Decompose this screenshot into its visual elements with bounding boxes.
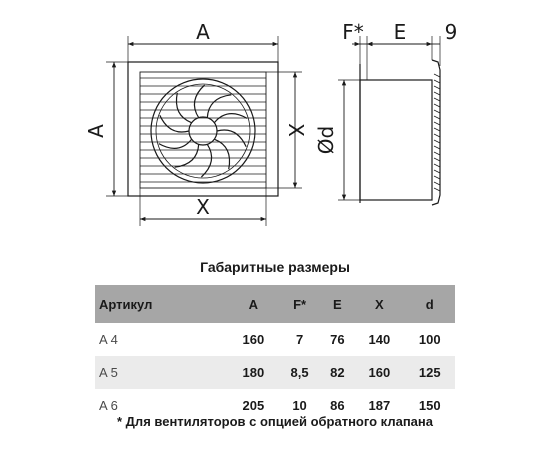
- cell-a: 205: [242, 398, 265, 413]
- grille-step: [434, 170, 440, 173]
- label-x-bottom: X: [196, 195, 210, 219]
- grille-step: [434, 152, 440, 155]
- grille-step: [434, 74, 440, 77]
- grille-step: [434, 182, 440, 185]
- grille-step: [434, 146, 440, 149]
- cell-d: 125: [405, 356, 455, 389]
- cell-a: 160: [242, 332, 265, 347]
- grille-step: [434, 176, 440, 179]
- side-view: [338, 36, 440, 205]
- grille-step: [434, 134, 440, 137]
- grille-step: [434, 80, 440, 83]
- grille-step: [434, 98, 440, 101]
- header-f: F*: [279, 285, 321, 323]
- dimensions-table: [95, 285, 455, 422]
- cell-model: A 6: [99, 398, 118, 413]
- header-x: X: [354, 285, 404, 323]
- grille-step: [434, 104, 440, 107]
- label-a-top: A: [196, 20, 210, 44]
- grille-step: [434, 128, 440, 131]
- grille-slats: [140, 78, 266, 182]
- impeller-blade: [159, 139, 192, 148]
- table-row: [95, 323, 455, 356]
- cell-d: 100: [418, 332, 441, 347]
- cell-x: 187: [368, 398, 391, 413]
- impeller-blade: [217, 130, 246, 147]
- grille-step: [434, 158, 440, 161]
- label-e: E: [393, 20, 407, 44]
- label-f: F*: [342, 20, 364, 44]
- cell-d: 150: [418, 398, 441, 413]
- cell-f: 8,5: [279, 356, 321, 389]
- header-d: d: [405, 285, 455, 323]
- cell-a: 180: [228, 356, 278, 389]
- label-a-left: A: [84, 124, 108, 138]
- table-row: [95, 356, 455, 389]
- label-diameter: Ød: [314, 125, 338, 155]
- fan-impeller: [151, 79, 255, 183]
- label-grille-depth: 9: [444, 20, 458, 44]
- header-a: A: [228, 285, 278, 323]
- grille-profile-steps: [434, 74, 440, 191]
- grille-inner-frame: [140, 72, 266, 188]
- impeller-blade: [214, 139, 229, 169]
- grille-step: [434, 116, 440, 119]
- cell-f: 10: [292, 398, 307, 413]
- impeller-blade: [201, 144, 211, 177]
- grille-step: [434, 122, 440, 125]
- cell-e: 82: [321, 356, 355, 389]
- cell-x: 140: [368, 332, 391, 347]
- table-title: Габаритные размеры: [200, 259, 350, 275]
- grille-step: [434, 92, 440, 95]
- table-header-row: [95, 285, 455, 323]
- header-e: E: [321, 285, 355, 323]
- header-model: Артикул: [95, 285, 228, 323]
- cell-e: 86: [330, 398, 345, 413]
- duct-body: [360, 80, 432, 200]
- grille-step: [434, 140, 440, 143]
- grille-step: [434, 110, 440, 113]
- cell-f: 7: [295, 332, 304, 347]
- impeller-blade: [194, 85, 204, 118]
- cell-model: A 5: [95, 356, 228, 389]
- cell-x: 160: [354, 356, 404, 389]
- grille-step: [434, 164, 440, 167]
- label-x-right: X: [284, 123, 308, 137]
- cell-model: A 4: [99, 332, 118, 347]
- cell-e: 76: [330, 332, 345, 347]
- grille-step: [434, 86, 440, 89]
- grille-step: [434, 188, 440, 191]
- footnote: * Для вентиляторов с опцией обратного клапана: [117, 414, 433, 429]
